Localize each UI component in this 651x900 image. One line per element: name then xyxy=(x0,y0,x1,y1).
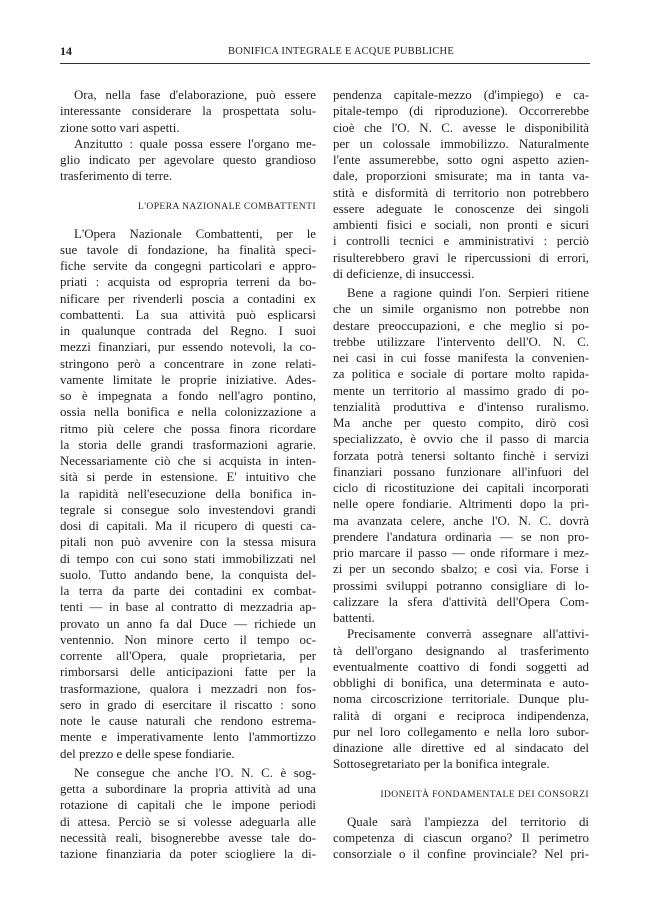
text-line: consorziale o il confine provinciale? Nel pri- xyxy=(333,847,589,861)
text-line: del prezzo e delle spese fondiarie. xyxy=(60,746,235,761)
paragraph xyxy=(60,226,316,762)
text-line: Ma anche per questo compito, dirò così xyxy=(333,416,589,430)
text-line: nei casi in cui fosse manifesta la convenien- xyxy=(333,351,589,365)
text-line: tà dell'organo designando al trasferimento xyxy=(333,643,589,658)
text-line: dale, proporzioni smisurate; ma in tanta va- xyxy=(333,169,589,184)
text-line: nificare per rivenderli poscia a contadini ex xyxy=(60,291,316,306)
running-title: BONIFICA INTEGRALE E ACQUE PUBBLICHE xyxy=(228,46,454,57)
text-line: ritmo più celere che possa finora ricordare xyxy=(60,421,316,436)
text-line: essere adeguate le conoscenze dei singoli xyxy=(333,201,589,216)
text-line: la rapidità nell'esecuzione della bonifica in- xyxy=(60,486,316,501)
text-line: Bene a ragione quindi l'on. Serpieri ritiene xyxy=(347,286,589,300)
text-line: stringono però a concentrare in zone relati- xyxy=(60,356,316,371)
section-heading-wrap xyxy=(60,199,316,215)
text-line: stità e disformità di territorio non potrebbero xyxy=(333,185,589,200)
text-line: sue tavole di fondazione, ha finalità speci- xyxy=(60,242,316,257)
text-line: calizzare la sfera d'attività dell'Opera Com- xyxy=(333,594,589,609)
text-line: rotazione di capitali che le impone periodi xyxy=(60,798,316,813)
text-line: pitali non può avvenire con la stessa misura xyxy=(60,535,316,550)
text-line: ma avanzata celere, anche l'O. N. C. dovrà xyxy=(333,513,589,528)
text-line: forzata potrà tenersi soltanto finchè i servizi xyxy=(333,448,589,463)
text-line: corrente all'Opera, quale proprietaria, per xyxy=(60,649,316,663)
text-line: mente un territorio al massimo grado di po- xyxy=(333,383,589,398)
text-line: zione sotto vari aspetti. xyxy=(60,120,180,135)
text-line: zi per un secondo sbalzo; e così via. Forse i xyxy=(333,562,589,577)
text-line: obblighi di bonifica, una determinata e auto- xyxy=(333,676,589,690)
paragraph xyxy=(333,814,589,863)
header-rule xyxy=(60,63,590,64)
text-line: Ne consegue che anche l'O. N. C. è sog- xyxy=(74,765,316,780)
left-column xyxy=(60,87,316,862)
text-line: tazione finanziaria da poter sciogliere la di- xyxy=(60,847,316,861)
text-line: sero in grado di esercitare il riscatto : sono xyxy=(60,697,316,712)
text-line: vamente limitate le proprie iniziative. Ades- xyxy=(60,372,316,387)
text-line: Necessariamente ciò che si acquista in inten- xyxy=(60,454,316,468)
text-line: per un colossale immobilizzo. Naturalmente xyxy=(333,136,589,151)
text-line: pitale-tempo (di riproduzione). Occorrerebbe xyxy=(333,104,589,119)
text-line: Quale sarà l'ampiezza del territorio di xyxy=(347,814,589,829)
text-line: destare preoccupazioni, e che meglio si po- xyxy=(333,318,589,333)
text-line: specializzato, è ovvio che il passo di marcia xyxy=(333,432,589,447)
text-line: eventualmente coattivo di fondi soggetti ad xyxy=(333,659,589,674)
text-line: suolo. Tutto andando bene, la conquista del- xyxy=(60,567,316,582)
text-line: Ora, nella fase d'elaborazione, può essere xyxy=(74,88,316,102)
text-line: mente e imperativamente lento l'ammortizzo xyxy=(60,730,316,745)
paragraph xyxy=(333,626,589,772)
text-line: tegrale si consegue solo investendovi grandi xyxy=(60,502,316,517)
text-line: di tempo con cui sono stati immobilizzati nel xyxy=(60,551,316,566)
text-line: ralità di organi e reciproca indipendenza, xyxy=(333,708,589,723)
text-line: che un simile organismo non potrebbe non xyxy=(333,302,589,317)
text-line: prendere l'andatura ordinaria — se non pro- xyxy=(333,529,589,544)
text-line: finanziari possano funzionare all'infuori del xyxy=(333,464,589,479)
text-line: fiche servite da congegni particolari e appro- xyxy=(60,259,316,273)
text-line: sità si perde in estensione. E' intuitivo che xyxy=(60,470,316,485)
section-heading: L'OPERA NAZIONALE COMBATTENTI xyxy=(137,200,316,212)
text-line: L'Opera Nazionale Combattenti, per le xyxy=(74,226,316,241)
text-line: di deficienze, di insuccessi. xyxy=(333,266,475,281)
text-line: interessante considerare la prospettata solu- xyxy=(60,104,316,119)
text-line: la terra da parte dei contadini ex combat- xyxy=(60,584,316,598)
page-number: 14 xyxy=(60,44,72,58)
text-line: ambienti fisici e sociali, non pronti e sicuri xyxy=(333,218,589,232)
paragraph xyxy=(60,765,316,863)
text-line: note le cause naturali che rendono estrema- xyxy=(60,714,316,728)
text-line: so è impegnata a fondo nell'agro pontino, xyxy=(60,389,316,403)
text-line: ventennio. Non minore certo il tempo oc- xyxy=(60,632,316,647)
text-line: i controlli tecnici e amministrativi : perciò xyxy=(333,234,589,249)
section-heading: IDONEITÀ FONDAMENTALE DEI CONSORZI xyxy=(380,788,589,800)
text-line: trasferimento di terre. xyxy=(60,169,173,184)
text-line: risulterebbero gravi le ripercussioni di errori, xyxy=(333,250,589,265)
text-line: prio marcare il passo — onde riformare i mez- xyxy=(333,546,589,560)
text-line: Sottosegretariato per la bonifica integrale. xyxy=(333,757,550,772)
text-line: pendenza capitale-mezzo (d'impiego) e ca- xyxy=(333,88,589,102)
text-line: battenti. xyxy=(333,611,375,625)
text-line: pur nel loro collegamento e nella loro subor- xyxy=(333,724,589,739)
text-line: prossimi sviluppi potranno consigliare di lo- xyxy=(333,578,589,593)
text-line: tenzialità produttiva e d'intenso ruralismo. xyxy=(333,399,589,414)
text-line: trasformazione, qualora i mezzadri non fos- xyxy=(60,681,316,696)
text-line: dinazione alle direttive ed al sindacato del xyxy=(333,741,589,755)
text-line: dosi di capitali. Ma il ricupero di questi ca- xyxy=(60,519,316,533)
text-line: di attesa. Perciò se si volesse adeguarla alle xyxy=(60,814,316,829)
text-line: glio indicato per agevolare questo grandioso xyxy=(60,153,316,167)
text-line: noma circoscrizione territoriale. Dunque plu- xyxy=(333,692,589,707)
text-line: tenti — in base al contratto di mezzadria ap- xyxy=(60,600,316,615)
text-line: priati : acquista od espropria terreni da bo- xyxy=(60,275,316,290)
text-line: mezzi finanziari, pur essendo notevoli, la co- xyxy=(60,340,316,355)
text-line: rimborsarsi delle anticipazioni fatte per la xyxy=(60,665,316,680)
text-line: la storia delle grandi trasformazioni agrarie. xyxy=(60,437,316,452)
paragraph xyxy=(333,87,589,282)
section-heading-wrap xyxy=(333,787,589,803)
text-line: in qualunque contrada del Regno. I suoi xyxy=(60,324,316,338)
text-line: getta a subordinare la propria attività ad una xyxy=(60,782,316,796)
text-line: Anzitutto : quale possa essere l'organo me- xyxy=(74,136,316,151)
paragraph xyxy=(333,285,589,626)
text-line: l'ente assumerebbe, sotto ogni aspetto azien- xyxy=(333,153,589,167)
text-line: nelle opere fondiarie. Altrimenti dopo la pri- xyxy=(333,497,589,512)
paragraph xyxy=(60,136,316,185)
text-line: Precisamente converrà assegnare all'attivi- xyxy=(347,627,589,642)
text-line: za politica e sociale di portare molto rapida- xyxy=(333,367,589,382)
text-line: necessità reali, bisognerebbe avesse tale do- xyxy=(60,830,316,845)
text-line: ossia nella bonifica e nella colonizzazione a xyxy=(60,405,316,420)
text-line: provato un anno fa dal Duce — richiede un xyxy=(60,616,316,631)
text-line: cioè che l'O. N. C. avesse le disponibilità xyxy=(333,120,589,135)
right-column xyxy=(333,87,589,862)
text-line: ciclo di ricostituzione dei capitali incorporati xyxy=(333,481,589,495)
paragraph xyxy=(60,87,316,136)
text-line: trebbe utilizzare l'intervento dell'O. N. C. xyxy=(333,334,589,349)
text-line: competenza di ciascun organo? Il perimetro xyxy=(333,830,589,845)
text-line: combattenti. La sua attività può esplicarsi xyxy=(60,307,316,322)
